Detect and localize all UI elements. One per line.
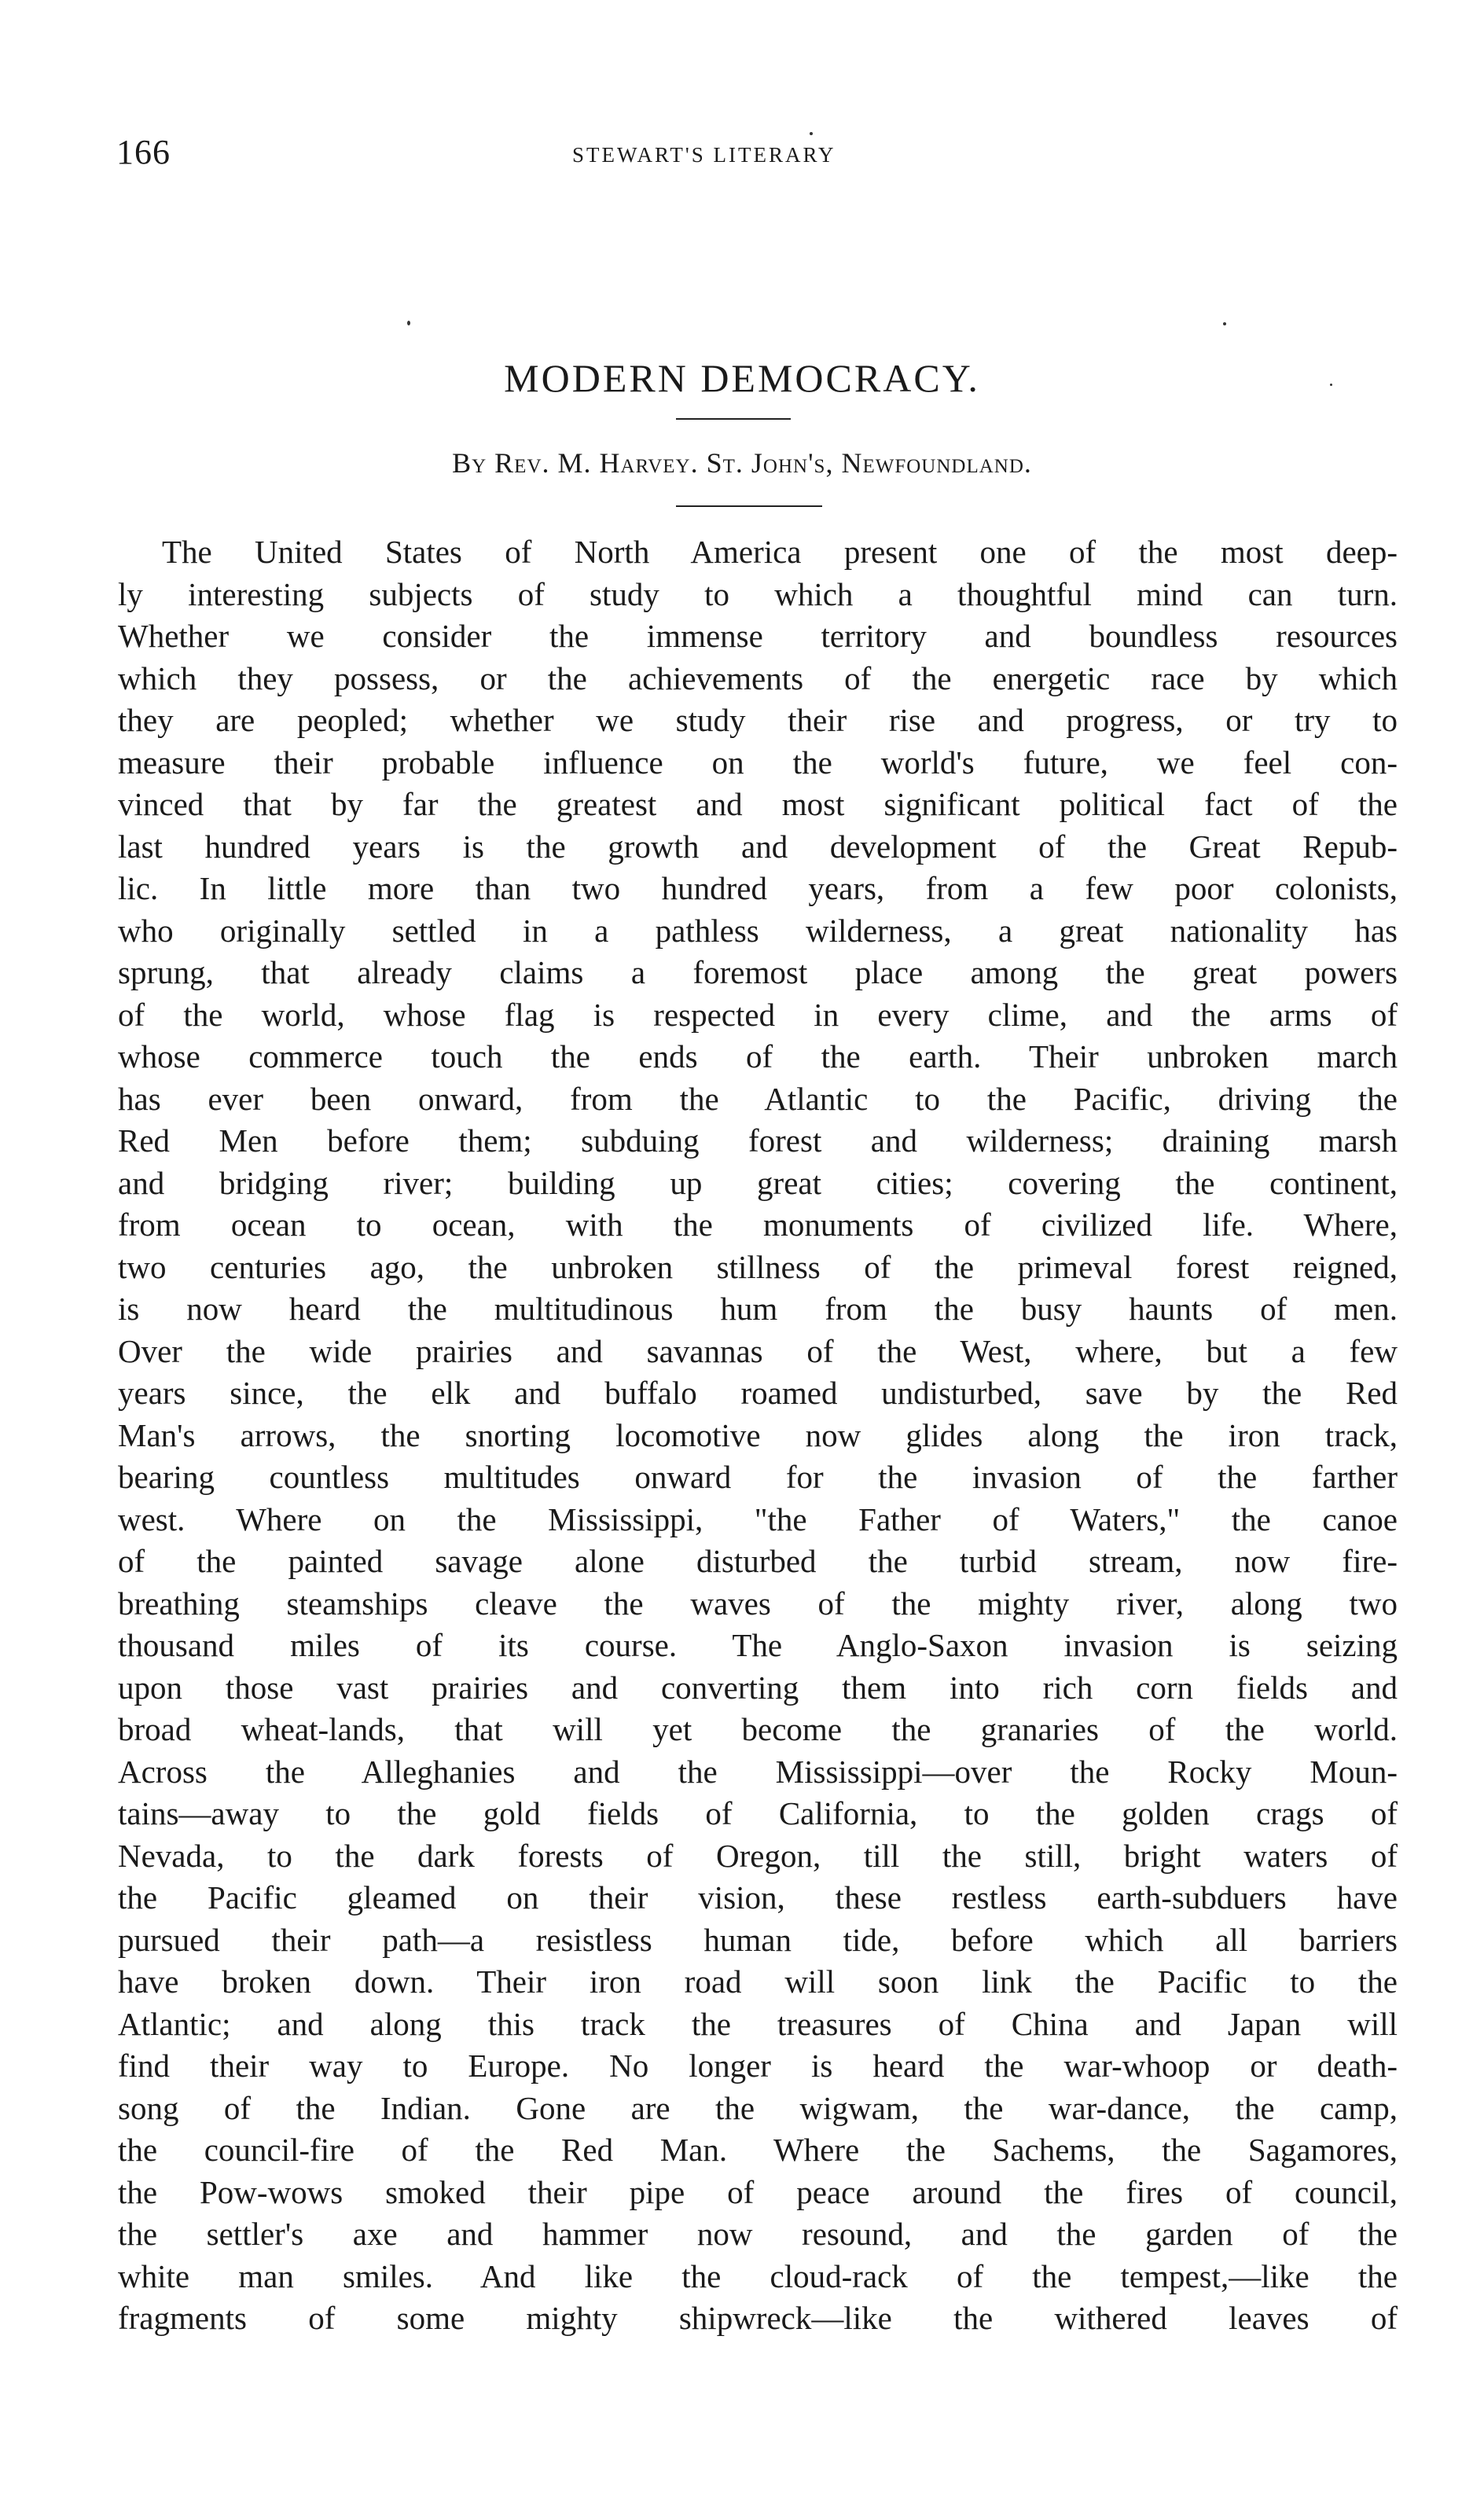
text-line: which they possess, or the achievements of the energetic race by which — [118, 659, 1398, 696]
text-line: vinced that by far the greatest and most significant political fact of the — [118, 786, 1398, 822]
text-line: the Pacific gleamed on their vision, these restless earth-subduers have — [118, 1879, 1398, 1915]
text-line: Nevada, to the dark forests of Oregon, till the still, bright waters of — [118, 1837, 1398, 1874]
text-line: bearing countless multitudes onward for the invasion of the farther — [118, 1459, 1398, 1495]
text-line: measure their probable influence on the world's future, we feel con- — [118, 744, 1398, 781]
title-rule — [676, 418, 791, 420]
text-line: last hundred years is the growth and development of the Great Repub- — [118, 828, 1398, 865]
text-line: Atlantic; and along this track the treasures of China and Japan will — [118, 2005, 1398, 2042]
text-line: Whether we consider the immense territory and boundless resources — [118, 618, 1398, 654]
text-line: pursued their path—a resistless human tide, before which all barriers — [118, 1921, 1398, 1958]
text-line: breathing steamships cleave the waves of the mighty river, along two — [118, 1585, 1398, 1622]
text-line: lic. In little more than two hundred years, from a few poor colonists, — [118, 870, 1398, 906]
text-line: west. Where on the Mississippi, "the Father of Waters," the canoe — [118, 1500, 1398, 1537]
text-line: and bridging river; building up great cities; covering the continent, — [118, 1164, 1398, 1201]
text-line: Man's arrows, the snorting locomotive now glides along the iron track, — [118, 1416, 1398, 1453]
text-line: has ever been onward, from the Atlantic to the Pacific, driving the — [118, 1080, 1398, 1117]
text-line: who originally settled in a pathless wilderness, a great nationality has — [118, 912, 1398, 949]
scan-speck — [1223, 322, 1226, 325]
text-line: the council-fire of the Red Man. Where the Sachems, the Sagamores, — [118, 2132, 1398, 2168]
text-line: whose commerce touch the ends of the earth. Their unbroken march — [118, 1038, 1398, 1074]
text-line: the Pow-wows smoked their pipe of peace around the fires of council, — [118, 2173, 1398, 2210]
text-line: ly interesting subjects of study to which a thoughtful mind can turn. — [118, 575, 1398, 612]
text-line: song of the Indian. Gone are the wigwam, the war-dance, the camp, — [118, 2089, 1398, 2126]
page-number: 166 — [116, 133, 171, 171]
text-line: two centuries ago, the unbroken stillness of the primeval forest reigned, — [118, 1248, 1398, 1285]
text-line: the settler's axe and hammer now resound, and the garden of the — [118, 2216, 1398, 2252]
text-line: The United States of North America present one of the most deep- — [162, 534, 1398, 570]
text-line: fragments of some mighty shipwreck—like the withered leaves of — [118, 2300, 1398, 2336]
article-body — [118, 531, 1398, 2340]
text-line: white man smiles. And like the cloud-rack of the tempest,—like the — [118, 2257, 1398, 2294]
byline-text: By Rev. M. Harvey. St. John's, Newfoundland. — [452, 447, 1032, 479]
text-line: find their way to Europe. No longer is heard the war-whoop or death- — [118, 2048, 1398, 2084]
scan-speck — [407, 321, 410, 325]
text-line: Over the wide prairies and savannas of the West, where, but a few — [118, 1332, 1398, 1369]
byline-rule — [676, 505, 822, 507]
text-line: thousand miles of its course. The Anglo-Saxon invasion is seizing — [118, 1627, 1398, 1663]
text-line: Red Men before them; subduing forest and wilderness; draining marsh — [118, 1122, 1398, 1159]
article-title: MODERN DEMOCRACY. — [504, 356, 980, 400]
text-line: from ocean to ocean, with the monuments of civilized life. Where, — [118, 1207, 1398, 1243]
text-line: broad wheat-lands, that will yet become the granaries of the world. — [118, 1711, 1398, 1747]
text-line: tains—away to the gold fields of California, to the golden crags of — [118, 1795, 1398, 1831]
text-line: of the painted savage alone disturbed the turbid stream, now fire- — [118, 1543, 1398, 1579]
text-line: Across the Alleghanies and the Mississippi—over the Rocky Moun- — [118, 1753, 1398, 1790]
running-head — [116, 132, 1398, 179]
scan-speck — [1330, 384, 1332, 386]
scan-speck — [810, 132, 813, 135]
text-line: upon those vast prairies and converting them into rich corn fields and — [118, 1669, 1398, 1706]
text-line: have broken down. Their iron road will soon link the Pacific to the — [118, 1963, 1398, 2000]
text-line: of the world, whose flag is respected in every clime, and the arms of — [118, 996, 1398, 1033]
article-byline — [0, 446, 1484, 479]
text-line: sprung, that already claims a foremost place among the great powers — [118, 954, 1398, 990]
text-line: they are peopled; whether we study their rise and progress, or try to — [118, 702, 1398, 738]
text-line: years since, the elk and buffalo roamed undisturbed, save by the Red — [118, 1375, 1398, 1411]
running-title: STEWART'S LITERARY — [572, 143, 836, 167]
text-line: is now heard the multitudinous hum from the busy haunts of men. — [118, 1291, 1398, 1327]
